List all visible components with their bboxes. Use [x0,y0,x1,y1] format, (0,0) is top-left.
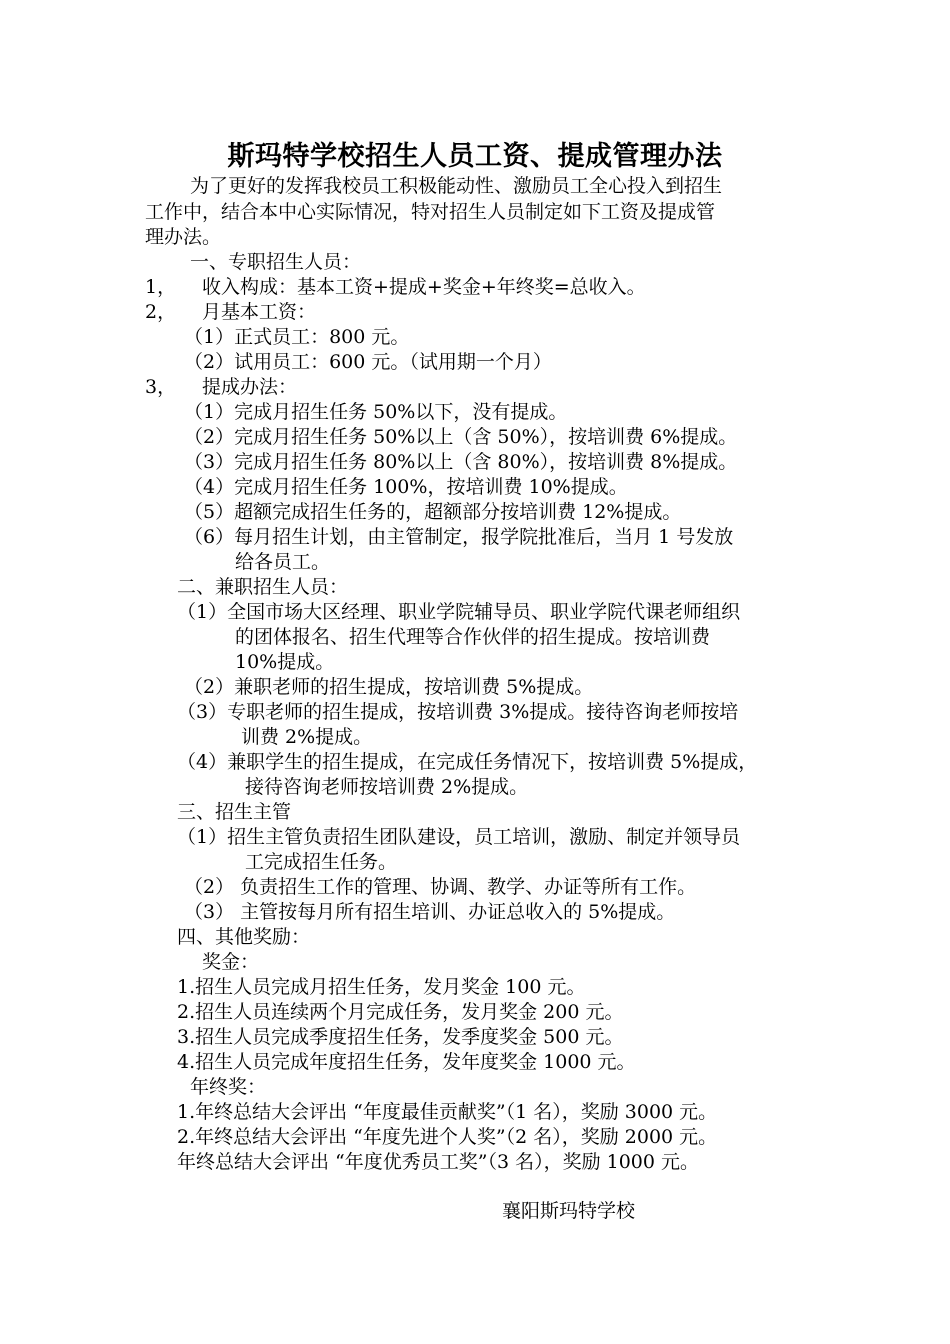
part-time-rule: （2）兼职老师的招生提成，按培训费 5%提成。 [184,676,594,698]
supervisor-rule: （2） 负责招生工作的管理、协调、教学、办证等所有工作。 [184,876,697,898]
section-3-heading: 三、招生主管 [177,801,292,823]
commission-rule-continued: 给各员工。 [235,551,331,573]
section-1-heading: 一、专职招生人员： [190,251,362,273]
supervisor-rule: （3） 主管按每月所有招生培训、办证总收入的 5%提成。 [184,901,676,923]
bonus-item: 2.招生人员连续两个月完成任务，发月奖金 200 元。 [177,1001,624,1023]
commission-rule: （2）完成月招生任务 50%以上（含 50%），按培训费 6%提成。 [184,426,738,448]
year-end-bonus-item: 年终总结大会评出 “年度优秀员工奖”（3 名），奖励 1000 元。 [177,1151,700,1173]
item-text: 提成办法： [202,376,298,398]
part-time-rule-continued: 10%提成。 [235,651,335,673]
item-number: 2， [145,301,177,323]
item-number: 3， [145,376,177,398]
part-time-rule-continued: 的团体报名、招生代理等合作伙伴的招生提成。按培训费 [235,626,711,648]
supervisor-rule: （1）招生主管负责招生团队建设，员工培训，激励、制定并领导员 [177,826,741,848]
commission-rule: （1）完成月招生任务 50%以下，没有提成。 [184,401,568,423]
commission-rule: （4）完成月招生任务 100%，按培训费 10%提成。 [184,476,628,498]
bonus-label: 奖金： [202,951,260,973]
year-end-bonus-label: 年终奖： [190,1076,267,1098]
commission-rule: （6）每月招生计划，由主管制定，报学院批准后，当月 1 号发放 [184,526,734,548]
commission-rule: （5）超额完成招生任务的，超额部分按培训费 12%提成。 [184,501,682,523]
item-text: 月基本工资： [202,301,317,323]
item-number: 1， [145,276,177,298]
year-end-bonus-item: 2.年终总结大会评出 “年度先进个人奖”（2 名），奖励 2000 元。 [177,1126,718,1148]
supervisor-rule-continued: 工完成招生任务。 [245,851,398,873]
intro-line-1: 为了更好的发挥我校员工积极能动性、激励员工全心投入到招生 [190,175,723,197]
signature: 襄阳斯玛特学校 [502,1200,636,1222]
document-title: 斯玛特学校招生人员工资、提成管理办法 [227,141,723,172]
bonus-item: 3.招生人员完成季度招生任务，发季度奖金 500 元。 [177,1026,624,1048]
part-time-rule: （4）兼职学生的招生提成，在完成任务情况下，按培训费 5%提成， [177,751,758,773]
part-time-rule: （1）全国市场大区经理、职业学院辅导员、职业学院代课老师组织 [177,601,741,623]
item-text: 收入构成：基本工资+提成+奖金+年终奖=总收入。 [202,276,646,298]
intro-line-2: 工作中，结合本中心实际情况，特对招生人员制定如下工资及提成管 [145,201,716,223]
part-time-rule-continued: 接待咨询老师按培训费 2%提成。 [245,776,529,798]
commission-rule: （3）完成月招生任务 80%以上（含 80%），按培训费 8%提成。 [184,451,738,473]
section-4-heading: 四、其他奖励： [177,926,311,948]
bonus-item: 4.招生人员完成年度招生任务，发年度奖金 1000 元。 [177,1051,636,1073]
section-2-heading: 二、兼职招生人员： [177,576,349,598]
year-end-bonus-item: 1.年终总结大会评出 “年度最佳贡献奖”（1 名），奖励 3000 元。 [177,1101,718,1123]
salary-probation: （2）试用员工：600 元。（试用期一个月） [184,351,552,373]
salary-regular: （1）正式员工：800 元。 [184,326,410,348]
intro-line-3: 理办法。 [145,226,222,248]
part-time-rule-continued: 训费 2%提成。 [241,726,373,748]
part-time-rule: （3）专职老师的招生提成，按培训费 3%提成。接待咨询老师按培 [177,701,739,723]
bonus-item: 1.招生人员完成月招生任务，发月奖金 100 元。 [177,976,586,998]
